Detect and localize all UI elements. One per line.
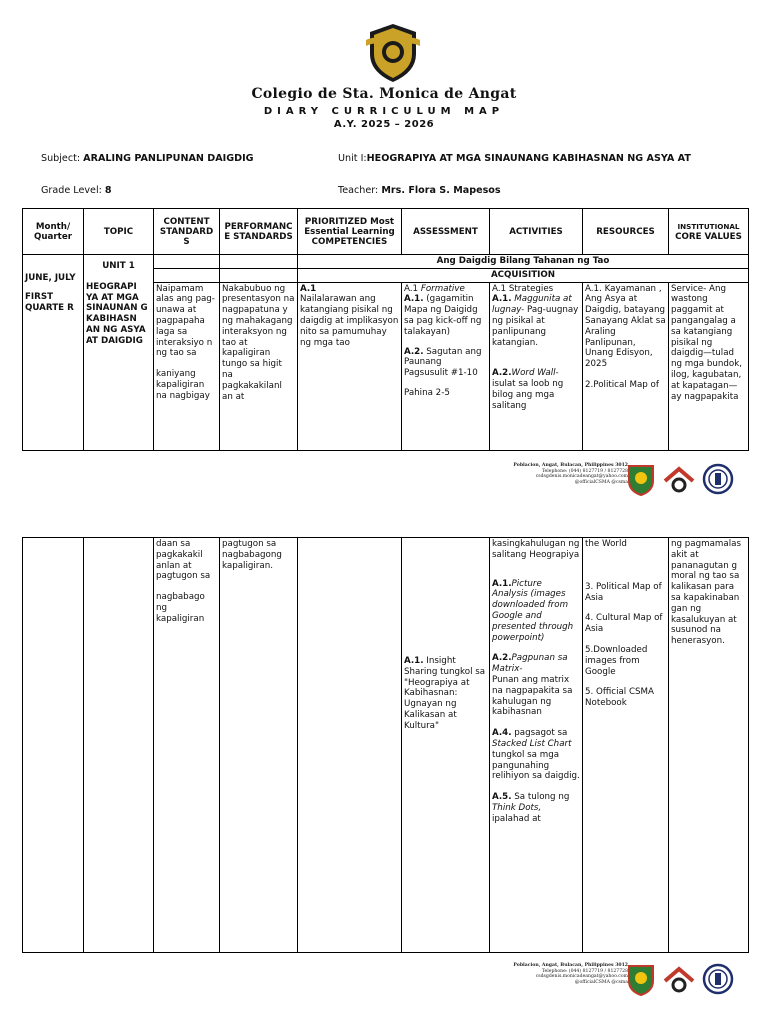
competency-code: A.1	[300, 283, 317, 294]
header-content-standards: CONTENT STANDARD S	[154, 209, 220, 255]
resource-1: A.1. Kayamanan , Ang Asya at Daigdig, batayang Sanayang Aklat sa Araling Panlipunan, Unang Edisyon, 2025	[585, 283, 666, 370]
cell-core-values-cont: ng pagmamalas akit at pananagutan g moral ng tao sa kalikasan para sa kapakinaban gan ng kasalukuyan at susunod na henerasyon.	[669, 538, 749, 953]
cell-activities	[490, 282, 583, 450]
curriculum-map-table-page2	[22, 537, 749, 953]
cell-content-standards	[154, 282, 220, 450]
footer-address-block-2	[490, 963, 628, 985]
resource-cont-5: 5. Official CSMA Notebook	[585, 687, 654, 709]
header-month: Month/ Quarter	[23, 209, 84, 255]
footer-social-2: @officialCSMA @csma	[574, 979, 628, 985]
activity-title-3: Picture Analysis (images downloaded from Google and presented through powerpoint)	[492, 578, 574, 643]
house-logo-icon	[662, 463, 696, 497]
content-text-a: Naipamam alas ang pag-unawa at pagpapaha laga sa interaksiyo n ng tao sa	[156, 283, 215, 359]
activity-desc-1: Pag-uugnay ng pisikal at panlipunang katangian.	[492, 305, 579, 348]
activity-title-5: Stacked List Chart	[492, 738, 572, 749]
cell-assessment-cont	[402, 538, 490, 953]
footer-telephone-2: Telephone: (044) 8127719 / 8127728	[541, 968, 628, 974]
cell-activities-cont	[490, 538, 583, 953]
assess-text-3: Sagutan ang Paunang Pagsusulit #1-10	[404, 346, 482, 379]
footer-email: csdsgdenis.monicadeangat@yahoo.com	[535, 474, 628, 480]
cell-resources	[583, 282, 669, 450]
cell-performance-standards: Nakabubuo ng presentasyon na nagpapatuna y ng mahakagang interaksyon ng tao at kapaligiran tungo sa higit na pagkakakilanl an at	[220, 282, 298, 450]
header-core-values	[669, 209, 749, 255]
shield-logo-icon	[626, 963, 660, 997]
activity-title-2: Word Wall-	[511, 368, 559, 379]
unit-line	[338, 153, 738, 165]
acquisition-band: ACQUISITION	[298, 268, 749, 282]
school-name: Colegio de Sta. Monica de Angat	[251, 86, 517, 102]
cell-competencies	[298, 282, 402, 450]
footer-social: @officialCSMA @csma	[574, 479, 628, 485]
cell-performance-spacer	[220, 255, 298, 269]
activity-strategies: A.1 Strategies	[492, 283, 554, 294]
header-competencies: PRIORITIZED Most Essential Learning COMPETENCIES	[298, 209, 402, 255]
header-institutional: INSTITUTIONAL	[677, 221, 740, 231]
activity-code-5: A.4.	[492, 728, 512, 739]
unit-number: UNIT 1	[102, 261, 135, 271]
cell-month-cont	[23, 538, 84, 953]
unit-value: HEOGRAPIYA AT MGA SINAUNANG KABIHASNAN NG ASYA AT	[366, 153, 691, 164]
assess-code-cont: A.1.	[404, 656, 424, 666]
activity-title-6: Think Dots,	[492, 802, 542, 813]
cell-competencies-cont	[298, 538, 402, 953]
cell-month	[23, 255, 84, 451]
cell-performance-standards-cont: pagtugon sa nagbabagong kapaligiran.	[220, 538, 298, 953]
activity-title-4: Pagpunan sa Matrix-	[492, 653, 568, 675]
topic-text: HEOGRAPI YA AT MGA SINAUNAN G KABIHASN AN NG ASYA AT DAIGDIG	[86, 281, 148, 346]
footer-address-block	[490, 463, 628, 485]
school-seal-logo	[364, 22, 422, 84]
assess-text-2: (gagamitin Mapa ng Daigidg sa pag kick-off ng talakayan)	[404, 294, 482, 337]
subject-line	[41, 153, 271, 165]
footer-address: Poblacion, Angat, Bulacan, Philippines 3012	[513, 463, 628, 468]
subject-value: ARALING PANLIPUNAN DAIGDIG	[83, 153, 254, 164]
cell-performance-spacer2	[220, 268, 298, 282]
house-logo-icon	[662, 963, 696, 997]
resource-cont-2: 3. Political Map of Asia	[585, 581, 662, 603]
subject-label: Subject:	[41, 153, 81, 164]
theme-band: Ang Daigdig Bilang Tahanan ng Tao	[298, 255, 749, 269]
cell-content-spacer	[154, 255, 220, 269]
assess-code-2: A.1.	[404, 294, 424, 305]
activity-text-6: Sa tulong ng	[514, 792, 570, 803]
cell-resources-cont	[583, 538, 669, 953]
table-header-row	[23, 209, 749, 255]
activity-desc-5: tungkol sa mga pangunahing relihiyon sa daigdig.	[492, 749, 580, 782]
activity-desc-2: isulat sa loob ng bilog ang mga salitang	[492, 379, 564, 411]
quarter-text: FIRST QUARTE R	[25, 291, 74, 313]
resource-cont-1: the World	[585, 539, 627, 549]
competency-text: Nailalarawan ang katangiang pisikal ng daigdig at implikasyon nito sa pamumuhay ng mga tao	[300, 294, 399, 348]
cell-content-standards-cont	[154, 538, 220, 953]
activity-code-3: A.1.	[492, 578, 512, 589]
resource-cont-4: 5.Downloaded images from Google	[585, 644, 648, 677]
header-resources: RESOURCES	[583, 209, 669, 255]
page-footer-1	[490, 463, 740, 503]
cell-topic	[84, 255, 154, 451]
document-title: DIARY CURRICULUM MAP	[263, 106, 505, 117]
header-core-values-label: CORE VALUES	[675, 231, 742, 242]
activity-code-2: A.2.	[492, 368, 512, 379]
assess-type: Formative	[420, 283, 465, 294]
cell-content-spacer2	[154, 268, 220, 282]
header-activities: ACTIVITIES	[490, 209, 583, 255]
activity-desc-6: ipalahad at	[492, 813, 541, 824]
resource-cont-3: 4. Cultural Map of Asia	[585, 613, 663, 635]
cell-assessment	[402, 282, 490, 450]
assess-pages: Pahina 2-5	[404, 387, 450, 398]
round-seal-icon	[702, 463, 736, 497]
cell-core-values: Service- Ang wastong paggamit at pangangalag a sa katangiang pisikal ng daigdig—tulad ng mga bundok, ilog, kagubatan, at kapatagan—ay nagpapakita	[669, 282, 749, 450]
activity-code-4: A.2.	[492, 653, 512, 664]
footer-telephone: Telephone: (044) 8127719 / 8127728	[541, 468, 628, 474]
activity-desc-cont: kasingkahulugan ng salitang Heograpiya	[492, 539, 580, 560]
teacher-label: Teacher:	[338, 185, 379, 196]
teacher-line	[338, 185, 501, 197]
shield-logo-icon	[626, 463, 660, 497]
month-text: JUNE, JULY	[25, 273, 76, 283]
header-assessment: ASSESSMENT	[402, 209, 490, 255]
assess-code-1: A.1	[404, 283, 419, 294]
grade-line	[41, 185, 112, 197]
page-footer-2	[490, 963, 740, 1003]
content-text-b: kaniyang kapaligiran na nagbigay	[156, 369, 210, 401]
activity-code-1: A.1.	[492, 294, 512, 305]
activity-text-5: pagsagot sa	[514, 728, 568, 739]
resource-2: 2.Political Map of	[585, 379, 659, 390]
content-text-cont-b: nagbabago ng kapaligiran	[156, 592, 205, 624]
table-row	[23, 538, 749, 953]
teacher-value: Mrs. Flora S. Mapesos	[381, 185, 501, 196]
footer-address-2: Poblacion, Angat, Bulacan, Philippines 3012	[513, 963, 628, 968]
academic-year: A.Y. 2025 – 2026	[333, 119, 435, 130]
assess-text-cont: Insight Sharing tungkol sa "Heograpiya at Kabihasnan: Ugnayan ng Kalikasan at Kultura"	[404, 656, 486, 731]
activity-title-1: Maggunita at lugnay-	[492, 294, 572, 316]
round-seal-icon	[702, 963, 736, 997]
cell-topic-cont	[84, 538, 154, 953]
header-topic: TOPIC	[84, 209, 154, 255]
curriculum-map-table-page1	[22, 208, 749, 451]
activity-code-6: A.5.	[492, 792, 512, 803]
unit-label: Unit I:	[338, 153, 367, 164]
theme-band-row	[23, 255, 749, 269]
header-performance-standards: PERFORMANC E STANDARDS	[220, 209, 298, 255]
activity-desc-4: Punan ang matrix na nagpapakita sa kahulugan ng kabihasnan	[492, 674, 573, 718]
assess-code-3: A.2.	[404, 346, 424, 357]
grade-value: 8	[104, 185, 112, 196]
content-text-cont: daan sa pagkakakil anlan at pagtugon sa	[156, 539, 211, 582]
grade-label: Grade Level:	[41, 185, 102, 196]
footer-email-2: csdsgdenis.monicadeangat@yahoo.com	[535, 974, 628, 980]
